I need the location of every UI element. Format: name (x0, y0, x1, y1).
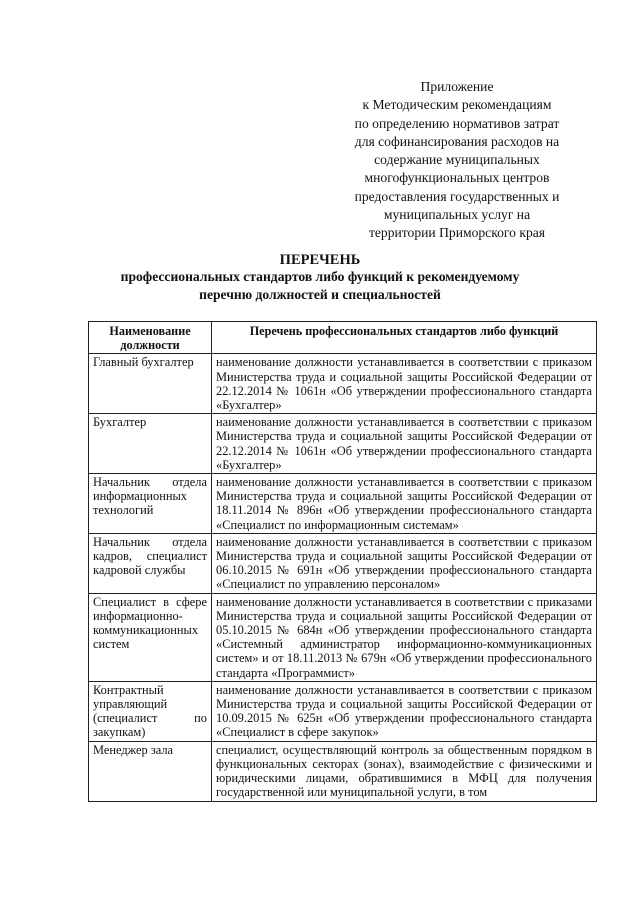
appendix-line: муниципальных услуг на (383, 207, 531, 223)
position-cell: Главный бухгалтер (89, 354, 212, 414)
subtitle-line: перечню должностей и специальностей (199, 287, 441, 302)
appendix-line: для софинансирования расходов на (354, 133, 560, 149)
table-row (89, 414, 597, 474)
table-row (89, 593, 597, 681)
position-cell: Менеджер зала (89, 741, 212, 801)
subtitle-line: профессиональных стандартов либо функций к рекомендуемому (120, 269, 520, 284)
table-row (89, 354, 597, 414)
appendix-line: к Методическим рекомендациям (362, 97, 552, 113)
header-standards: Перечень профессиональных стандартов либо функций (212, 322, 597, 354)
position-cell: Начальник отдела кадров, специалист кадровой службы (89, 533, 212, 593)
standard-cell: специалист, осуществляющий контроль за общественным порядком в функциональных секторах (зонах), взаимодействие с физическими и юридическими лицами, обратившимися в МФЦ для получения государственной или муниципальной услуги, в том (212, 741, 597, 801)
table-row (89, 681, 597, 741)
standard-cell: наименование должности устанавливается в соответствии с приказами Министерства труда и социальной защиты Российской Федерации от 05.10.2015 № 684н «Об утверждении профессионального стандарта «Системный администратор информационно-коммуникационных систем» и от 18.11.2013 № 679н «Об утверждении профессионального стандарта «Программист» (212, 593, 597, 681)
standard-cell: наименование должности устанавливается в соответствии с приказом Министерства труда и социальной защиты Российской Федерации от 18.11.2014 № 896н «Об утверждении профессионального стандарта «Специалист по информационным системам» (212, 474, 597, 534)
appendix-line: многофункциональных центров (364, 170, 550, 186)
appendix-line: территории Приморского края (368, 225, 546, 241)
document-subtitle (40, 268, 600, 304)
position-cell: Специалист в сфере информационно-коммуникационных систем (89, 593, 212, 681)
position-cell: Контрактный управляющий (специалист по закупкам) (89, 681, 212, 741)
table-row (89, 533, 597, 593)
appendix-line: Приложение (420, 79, 494, 94)
appendix-line: содержание муниципальных (374, 152, 540, 168)
table-row (89, 741, 597, 801)
standard-cell: наименование должности устанавливается в соответствии с приказом Министерства труда и социальной защиты Российской Федерации от 10.09.2015 № 625н «Об утверждении профессионального стандарта «Специалист в сфере закупок» (212, 681, 597, 741)
appendix-line: предоставления государственных и (354, 188, 560, 204)
standards-table (88, 321, 597, 802)
appendix-line: по определению нормативов затрат (354, 115, 560, 131)
position-cell: Бухгалтер (89, 414, 212, 474)
table-header-row (89, 322, 597, 354)
standard-cell: наименование должности устанавливается в соответствии с приказом Министерства труда и социальной защиты Российской Федерации от 22.12.2014 № 1061н «Об утверждении профессионального стандарта «Бухгалтер» (212, 354, 597, 414)
position-cell: Начальник отдела информационных технологий (89, 474, 212, 534)
standard-cell: наименование должности устанавливается в соответствии с приказом Министерства труда и социальной защиты Российской Федерации от 22.12.2014 № 1061н «Об утверждении профессионального стандарта «Бухгалтер» (212, 414, 597, 474)
appendix-note (326, 78, 588, 243)
header-position: Наименование должности (89, 322, 212, 354)
standard-cell: наименование должности устанавливается в соответствии с приказом Министерства труда и социальной защиты Российской Федерации от 06.10.2015 № 691н «Об утверждении профессионального стандарта «Специалист по управлению персоналом» (212, 533, 597, 593)
document-title: ПЕРЕЧЕНЬ (279, 252, 361, 268)
table-row (89, 474, 597, 534)
